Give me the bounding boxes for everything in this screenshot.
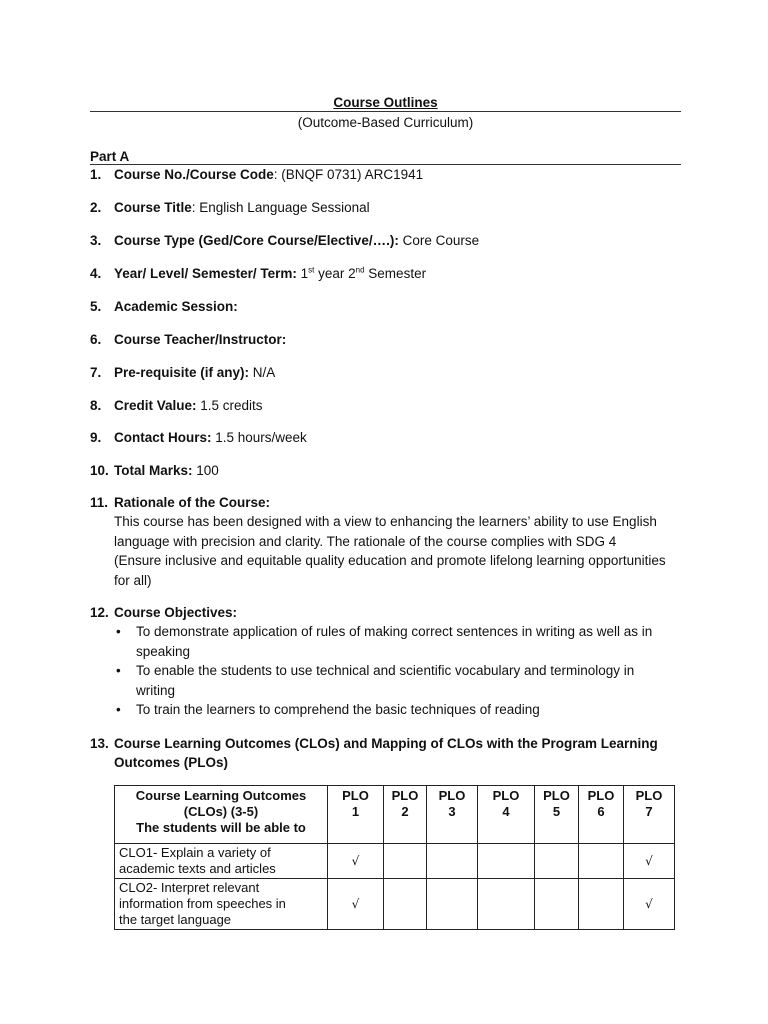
ordinal-suffix: nd <box>355 265 365 275</box>
item-course-code <box>90 165 685 185</box>
item-rationale <box>90 493 685 513</box>
table-header-row <box>115 786 675 844</box>
objective-text: • To train the learners to comprehend the basic techniques of reading <box>136 702 540 717</box>
header-text: PLO <box>492 788 520 803</box>
objective-text: writing <box>136 682 176 698</box>
clo-text: CLO1- Explain a variety of <box>119 845 271 860</box>
item-value: 1.5 hours/week <box>211 430 307 445</box>
empty-cell <box>427 844 478 879</box>
header-text: Course Learning Outcomes <box>135 788 307 803</box>
clo-text: CLO2- Interpret relevant <box>119 880 260 895</box>
clo-cell <box>115 879 328 930</box>
empty-cell <box>478 844 535 879</box>
empty-cell <box>579 879 624 930</box>
header-text: PLO <box>587 788 615 803</box>
item-number: 3. <box>90 233 102 248</box>
item-credit-value <box>90 396 685 416</box>
item-total-marks <box>90 461 685 481</box>
document-title: Course Outlines <box>333 95 438 110</box>
item-label: Course Teacher/Instructor: <box>114 332 287 347</box>
item-contact-hours <box>90 428 685 448</box>
item-label: Academic Session: <box>114 299 238 314</box>
item-label: Course Objectives: <box>114 605 238 620</box>
rationale-line: language with precision and clarity. The rationale of the course complies with SDG 4 <box>114 533 617 549</box>
clo-plo-table <box>114 785 675 930</box>
item-number: 4. <box>90 266 102 281</box>
header-text: 6 <box>597 804 605 819</box>
item-value: Core Course <box>398 233 480 248</box>
check-mark-cell: √ <box>328 879 384 930</box>
empty-cell <box>427 879 478 930</box>
item-course-title <box>90 198 685 218</box>
plo-header-cell <box>384 786 427 844</box>
objectives-list <box>114 622 679 720</box>
item-label: Pre-requisite (if any): <box>114 365 250 380</box>
plo-header-cell <box>328 786 384 844</box>
objective-item <box>114 622 679 661</box>
item-number: 8. <box>90 398 102 413</box>
item-value: : English Language Sessional <box>191 200 370 215</box>
header-text: 4 <box>502 804 510 819</box>
item-year-level <box>90 264 685 284</box>
clo-text: the target language <box>119 912 232 927</box>
item-label: Course Title <box>114 200 192 215</box>
document-subtitle: (Outcome-Based Curriculum) <box>297 115 474 130</box>
header-text: 2 <box>401 804 409 819</box>
item-number: 5. <box>90 299 102 314</box>
header-text: PLO <box>543 788 570 803</box>
plo-header-cell <box>535 786 579 844</box>
item-number: 6. <box>90 332 102 347</box>
header-text: PLO <box>438 788 466 803</box>
item-label: Year/ Level/ Semester/ Term: <box>114 266 297 281</box>
item-value: 1.5 credits <box>196 398 263 413</box>
rationale-line: (Ensure inclusive and equitable quality education and promote lifelong learning opportunities <box>114 553 666 568</box>
item-number: 10. <box>90 463 109 478</box>
header-text: The students will be able to <box>136 820 306 835</box>
item-clo-heading <box>90 734 685 754</box>
empty-cell <box>579 844 624 879</box>
item-number: 11. <box>90 495 109 510</box>
item-number: 9. <box>90 430 102 445</box>
clo-text: information from speeches in <box>119 896 286 911</box>
table-row <box>115 844 675 879</box>
item-label: Course Type (Ged/Core Course/Elective/….): <box>114 233 399 248</box>
item-label: Outcomes (PLOs) <box>114 755 229 770</box>
empty-cell <box>535 844 579 879</box>
header-text: (CLOs) (3-5) <box>183 804 259 819</box>
part-heading: Part A <box>90 149 130 164</box>
check-mark-cell: √ <box>328 844 384 879</box>
item-label: Course Learning Outcomes (CLOs) and Mapping of CLOs with the Program Learning <box>114 736 658 751</box>
item-academic-session <box>90 297 685 317</box>
plo-header-cell <box>624 786 675 844</box>
ordinal-suffix: st <box>308 265 315 275</box>
clo-text: academic texts and articles <box>119 861 276 876</box>
item-clo-heading-cont <box>114 753 684 773</box>
item-label: Contact Hours: <box>114 430 212 445</box>
item-objectives <box>90 603 685 623</box>
item-course-teacher <box>90 330 685 350</box>
empty-cell <box>384 844 427 879</box>
item-number: 7. <box>90 365 102 380</box>
plo-header-cell <box>478 786 535 844</box>
empty-cell <box>535 879 579 930</box>
header-text: 5 <box>552 804 561 819</box>
item-value: N/A <box>249 365 276 380</box>
clo-header-cell <box>115 786 328 844</box>
item-number: 13. <box>90 736 109 751</box>
empty-cell <box>478 879 535 930</box>
check-mark-cell: √ <box>624 879 675 930</box>
item-label: Rationale of the Course: <box>114 495 271 510</box>
item-number: 12. <box>90 605 109 620</box>
objective-item <box>114 700 679 720</box>
item-label: Course No./Course Code <box>114 167 274 182</box>
plo-header-cell <box>579 786 624 844</box>
item-value: 100 <box>192 463 219 478</box>
item-number: 2. <box>90 200 102 215</box>
rationale-line: This course has been designed with a view to enhancing the learners’ ability to use English <box>114 514 657 529</box>
check-mark-cell: √ <box>624 844 675 879</box>
rationale-paragraph <box>114 512 679 590</box>
objective-text: • To enable the students to use technical and scientific vocabulary and terminology in <box>136 663 635 678</box>
title-rule <box>90 111 681 112</box>
item-value: 1 <box>296 266 309 281</box>
objective-item <box>114 661 679 700</box>
item-prerequisite <box>90 363 685 383</box>
header-text: 7 <box>645 804 653 819</box>
title-block <box>90 93 681 113</box>
header-text: 3 <box>448 804 456 819</box>
item-value: Semester <box>364 266 427 281</box>
item-course-type <box>90 231 685 251</box>
header-text: PLO <box>342 788 369 803</box>
item-label: Credit Value: <box>114 398 197 413</box>
objective-text: • To demonstrate application of rules of making correct sentences in writing as well as in <box>136 624 653 639</box>
item-value: year 2 <box>314 266 356 281</box>
item-label: Total Marks: <box>114 463 193 478</box>
empty-cell <box>384 879 427 930</box>
clo-cell <box>115 844 328 879</box>
objective-text: speaking <box>136 643 191 659</box>
table-row <box>115 879 675 930</box>
plo-header-cell <box>427 786 478 844</box>
rationale-line: for all) <box>114 572 152 588</box>
header-text: 1 <box>351 804 360 819</box>
header-text: PLO <box>635 788 663 803</box>
header-text: PLO <box>391 788 419 803</box>
item-number: 1. <box>90 167 102 182</box>
item-value: : (BNQF 0731) ARC1941 <box>273 167 424 182</box>
